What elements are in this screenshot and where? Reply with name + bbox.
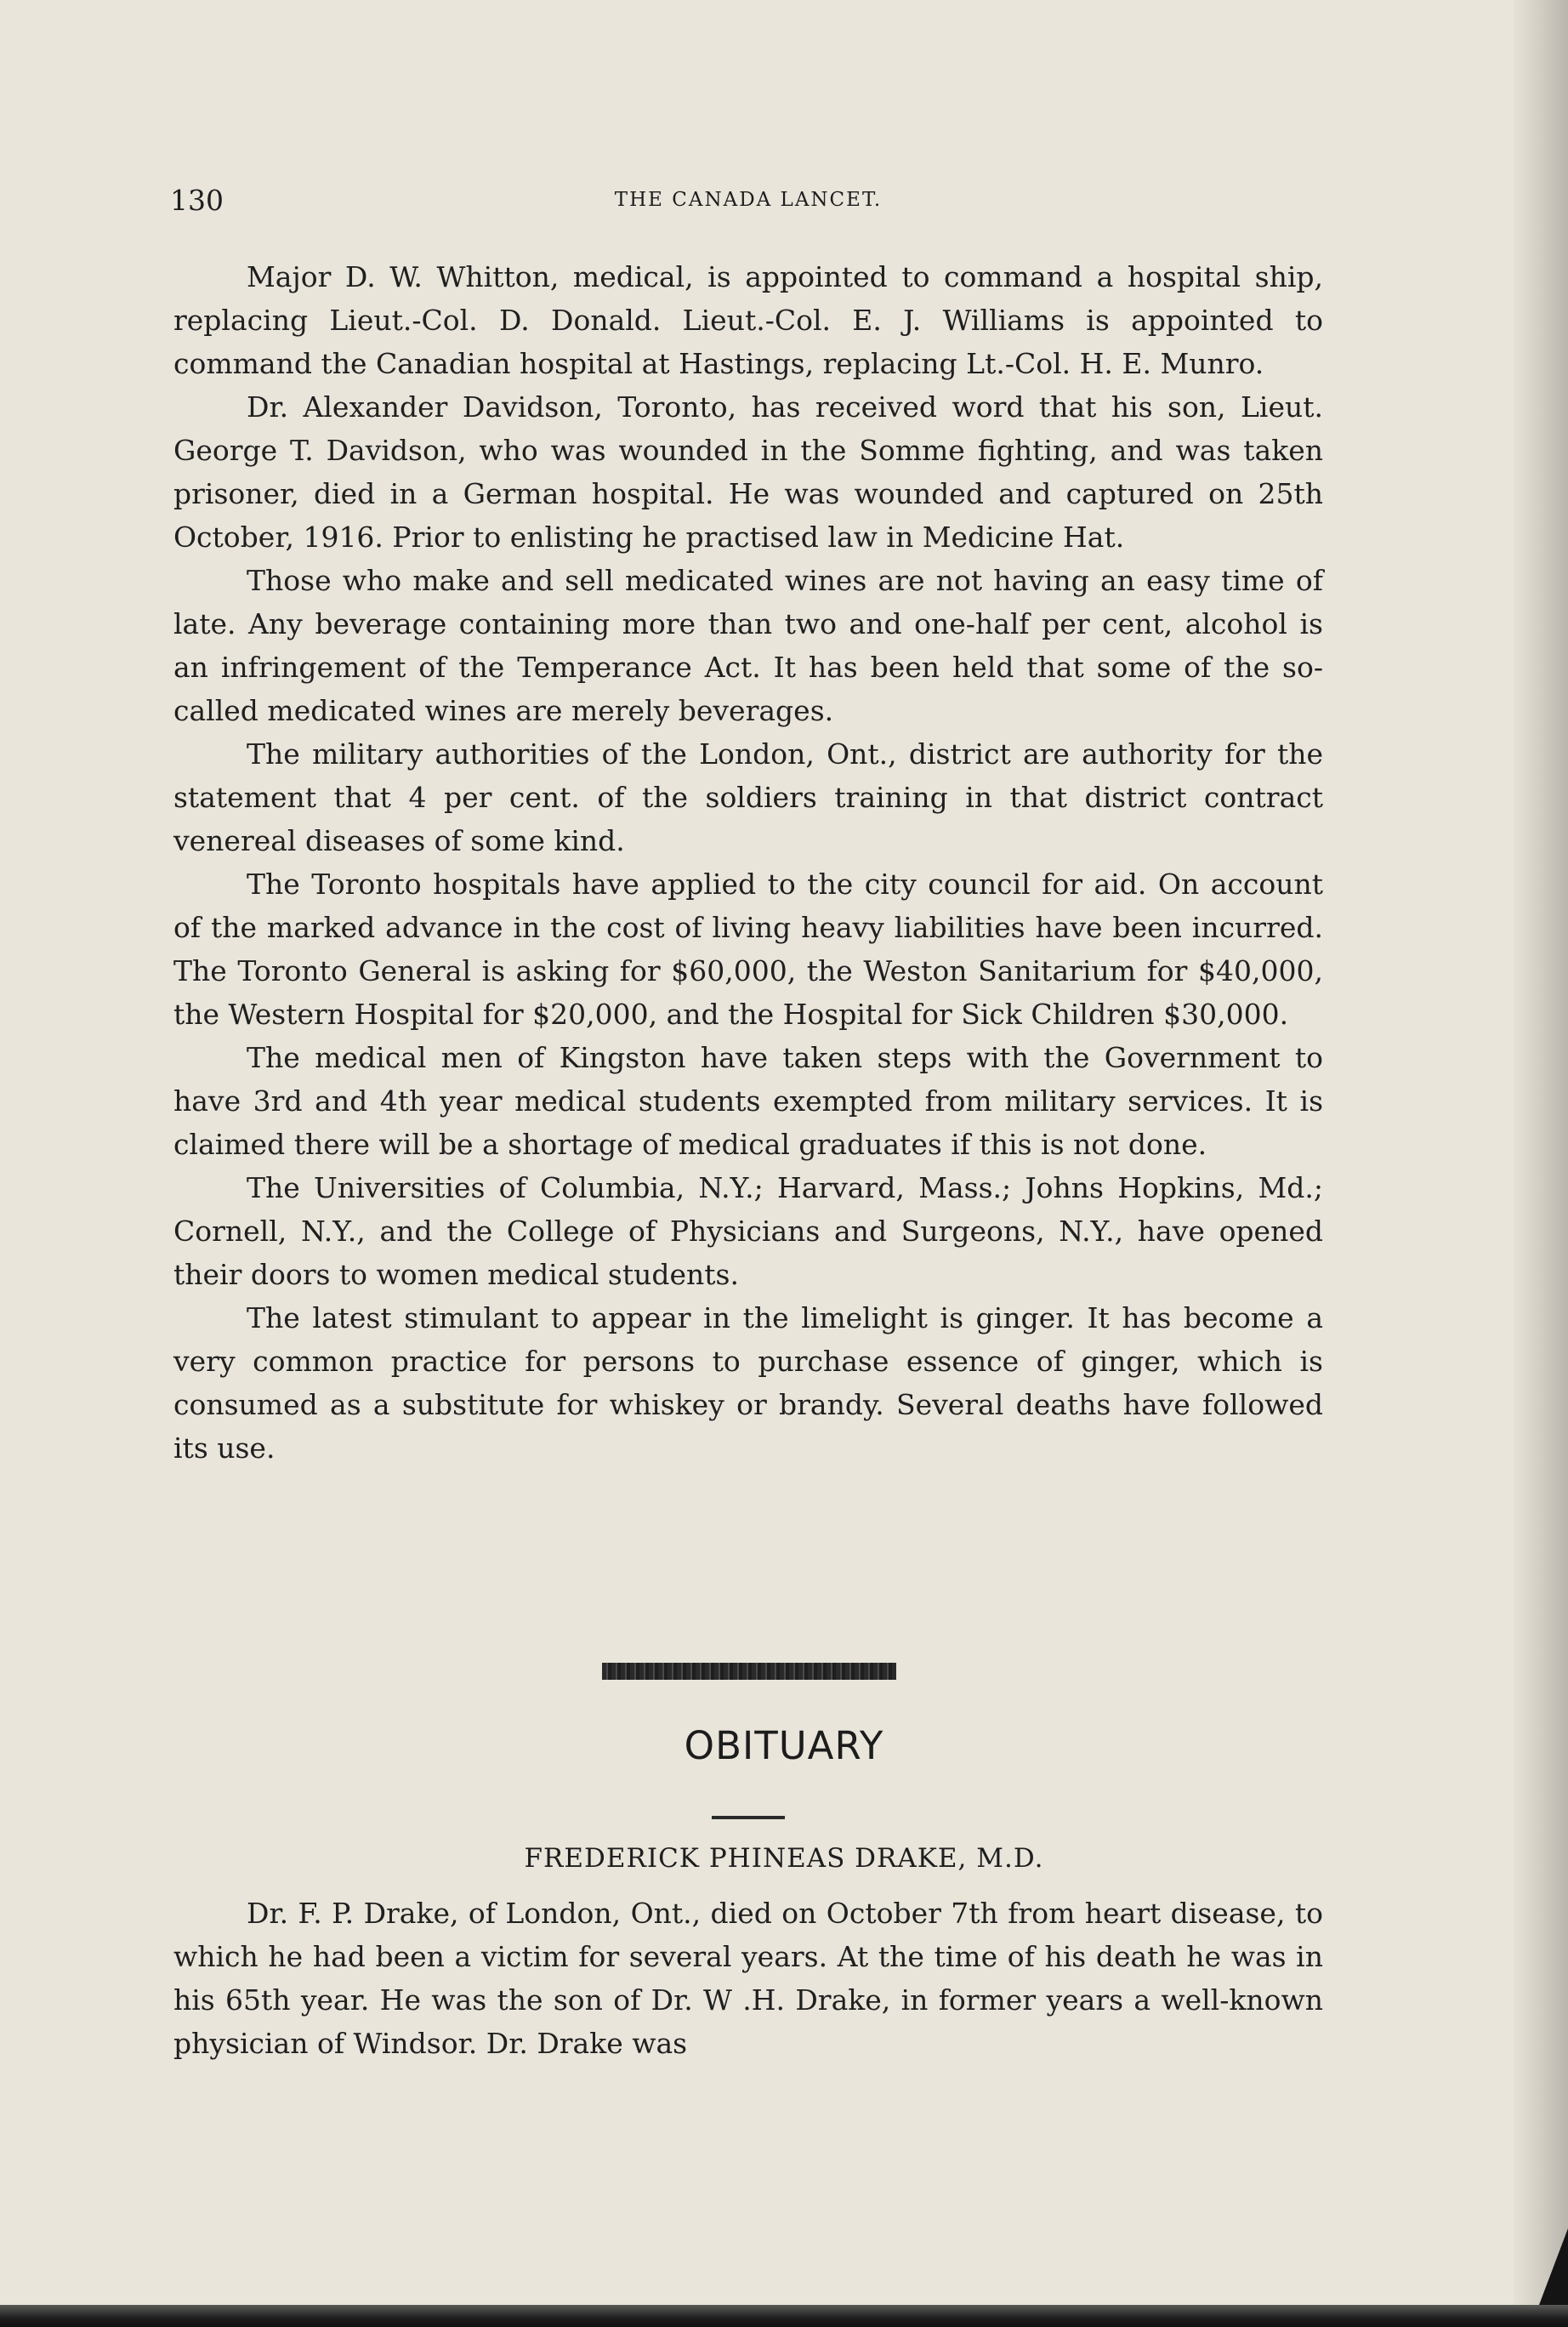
paragraph-london-district: The military authorities of the London, Ont., district are authority for the statement that 4 per cent. of the soldiers training in that district contract venereal diseases of some kind. xyxy=(173,737,1323,857)
news-paragraphs xyxy=(173,255,1323,1470)
page-edge-shadow xyxy=(1514,0,1568,2327)
heading-underline xyxy=(712,1816,785,1819)
paragraph-ginger: The latest stimulant to appear in the limelight is ginger. It has become a very common practice for persons to purchase essence of ginger, which is consumed as a substitute for whiskey or brandy. Several deaths have followed its use. xyxy=(173,1301,1323,1465)
paragraph-universities: The Universities of Columbia, N.Y.; Harvard, Mass.; Johns Hopkins, Md.; Cornell, N.Y., and the College of Physicians and Surgeons, N.Y., have opened their doors to women medical students. xyxy=(173,1171,1323,1291)
paragraph-whitton-appointment: Major D. W. Whitton, medical, is appointed to command a hospital ship, replacing Lieut.-Col. D. Donald. Lieut.-Col. E. J. Williams is appointed to command the Canadian hospital at Hastings, replacing Lt.-Col. H. E. Munro. xyxy=(173,260,1323,380)
page-bottom-edge xyxy=(0,2305,1568,2327)
paragraph-toronto-hospitals: The Toronto hospitals have applied to the city council for aid. On account of the marked advance in the cost of living heavy liabilities have been incurred. The Toronto General is asking for $60,000, the Weston Sanitarium for $40,000, the Western Hospital for $20,000, and the Hospital for Sick Children $30,000. xyxy=(173,868,1323,1031)
section-divider-ornament xyxy=(602,1663,896,1680)
paragraph-drake: Dr. F. P. Drake, of London, Ont., died on October 7th from heart disease, to which he had been a victim for several years. At the time of his death he was in his 65th year. He was the son of Dr. W .H. Drake, in former years a well-known physician of Windsor. Dr. Drake was xyxy=(173,1897,1323,2060)
journal-title: THE CANADA LANCET. xyxy=(614,189,883,211)
paragraph-davidson: Dr. Alexander Davidson, Toronto, has received word that his son, Lieut. George T. Davidson, who was wounded in the Somme fighting, and was taken prisoner, died in a German hospital. He was wounded and captured on 25th October, 1916. Prior to enlisting he practised law in Medicine Hat. xyxy=(173,390,1323,554)
obituary-subheading: FREDERICK PHINEAS DRAKE, M.D. xyxy=(524,1843,1044,1874)
running-head xyxy=(170,184,1327,221)
paragraph-medicated-wines: Those who make and sell medicated wines are not having an easy time of late. Any beverage containing more than two and one-half per cent, alcohol is an infringement of the Temperance Act. It has been held that some of the so-called medicated wines are merely beverages. xyxy=(173,564,1323,727)
obituary-body xyxy=(173,1892,1323,2065)
page-corner-shadow xyxy=(1539,2228,1568,2305)
obituary-heading: OBITUARY xyxy=(684,1723,884,1768)
paragraph-kingston-students: The medical men of Kingston have taken steps with the Government to have 3rd and 4th year medical students exempted from military services. It is claimed there will be a shortage of medical graduates if this is not done. xyxy=(173,1041,1323,1161)
page-number: 130 xyxy=(170,184,224,217)
